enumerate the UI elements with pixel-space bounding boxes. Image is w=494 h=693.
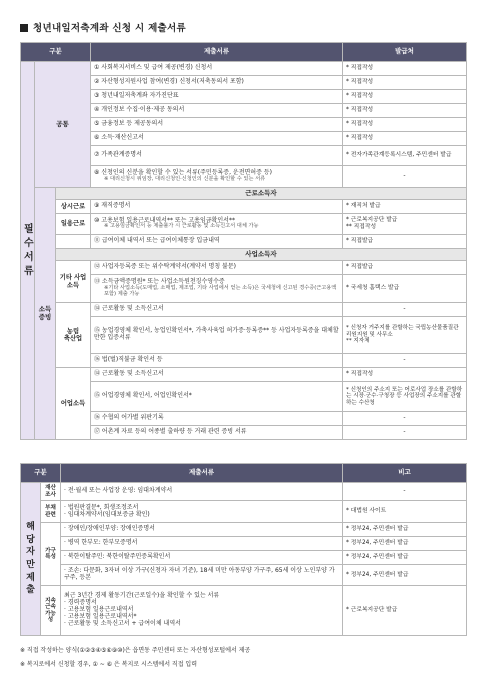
- issuer-cell: * 직접작성: [343, 132, 467, 146]
- continued-work-label: 지속근속가능성: [41, 586, 61, 636]
- doc-row: ⑩ 고용보험 일용근로내역서** 또는 고용임금확인서** ※ 고용임금확인서 등 제출불가 시 근로활동 및 소득신고서 대체 가능: [91, 214, 343, 235]
- doc-row: ⑰ 어촌계 자료 등의 어종별 출하량 등 거래 관련 증빙 서류: [91, 426, 343, 440]
- common-label: 공통: [35, 62, 91, 188]
- mandatory-documents-table: [20, 42, 467, 440]
- document-title: 청년내일저축계좌 신청 시 제출서류: [20, 24, 186, 35]
- issuer-cell: * 전자가족관계등록시스템, 주민센터 발급: [343, 146, 467, 166]
- square-bullet-icon: [20, 24, 28, 32]
- doc-row: ⑭ 근로활동 및 소득신고서: [91, 368, 343, 382]
- doc-row: · 전·월세 또는 사업장 운영: 임대차계약서: [61, 483, 343, 501]
- doc-row: 최근 3년간 경제 활동기간(근로일수)을 확인할 수 있는 서류 · 경력증명서 · 고용보험 일용근로내역서 · 고용보험 일용근로내역서* · 근로활동 및 소득신고서 + 급여이체 내역서: [61, 586, 343, 636]
- doc-note: ※ 대리신청시 위임장, 대리신청인·신청인의 신분을 확인할 수 있는 서류: [104, 175, 266, 182]
- issuer-cell: * 신청자 거주지를 관할하는 국립농산물품질관리원지원 및 사무소 ** 지자체: [343, 317, 467, 354]
- doc-row: · 법원판결문*, 회생조정조서 · 임대차계약서(임대보증금 확인): [61, 501, 343, 523]
- doc-row: ⑦ 가족관계증명서: [91, 146, 343, 166]
- issuer-cell: -: [343, 303, 467, 317]
- doc-row: ⑬ 소득금액증명원* 또는 사업소득원천징수영수증 ※기타 사업소득(도매업, 소매업, 제조업, 기타 사업에서 얻는 소득)은 국세청에 신고된 경수증(근고용액 포함) 제출 가능: [91, 275, 343, 303]
- income-proof-label: 소득 증빙: [35, 188, 56, 440]
- employee-section-header: 근로소득자: [56, 188, 467, 200]
- regular-work-label: 상시근로: [56, 200, 91, 214]
- doc-row: · 병역 한부모: 한부모증명서: [61, 537, 343, 551]
- header-note: 비고: [343, 464, 467, 483]
- mandatory-label: 필 수 서 류: [21, 62, 35, 440]
- issuer-cell: * 국세청 홈택스 발급: [343, 275, 467, 303]
- business-section-header: 사업소득자: [56, 249, 467, 261]
- other-business-label: 기타 사업 소득: [56, 261, 91, 303]
- issuer-cell: -: [343, 354, 467, 368]
- footer-note-2: ※ 복지로에서 신청할 경우, ① ~ ⑥ 은 복지로 시스템에서 직접 입력: [20, 661, 198, 668]
- issuer-cell: * 직접발급: [343, 261, 467, 275]
- debt-label: 부채관련: [41, 501, 61, 523]
- doc-row: ⑮ 어업경영체 확인서, 어업인확인서*: [91, 382, 343, 412]
- header-category: 구분: [21, 43, 91, 62]
- issuer-cell: * 재직처 발급: [343, 200, 467, 214]
- doc-row: ⑥ 소득·재산신고서: [91, 132, 343, 146]
- issuer-cell: * 직접작성: [343, 62, 467, 76]
- doc-row: · 북한이탈주민: 북한이탈주민증록확인서: [61, 551, 343, 565]
- doc-row: ⑮ 농업경영체 확인서, 농업인확인서*, 가축사육업 허가증·등록증** 등 사업자등록증을 대체할만한 입증서류: [91, 317, 343, 354]
- household-type-label: 가구특성: [41, 523, 61, 586]
- issuer-cell: * 직접작성: [343, 76, 467, 90]
- doc-row: ⑧ 신청인의 신분을 확인할 수 있는 서류(주민등록증, 운전면허증 등) ※ 대리신청시 위임장, 대리신청인·신청인의 신분을 확인할 수 있는 서류: [91, 166, 343, 188]
- doc-row: ⑪ 급여이체 내역서 또는 급여이체통장 입금내역: [91, 235, 343, 249]
- issuer-cell: * 근로복지공단 발급 ** 직접작성: [343, 214, 467, 235]
- doc-row: ① 사회복지서비스 및 급여 제공(변경) 신청서: [91, 62, 343, 76]
- doc-row: ⑭ 근로활동 및 소득신고서: [91, 303, 343, 317]
- header-category: 구분: [21, 464, 61, 483]
- doc-row: ⑯ 법(벌)직불금 확인서 등: [91, 354, 343, 368]
- applicable-only-label: 해 당 자만 제 출: [21, 483, 41, 636]
- header-issuer: 발급처: [343, 43, 467, 62]
- doc-row: ⑨ 재직증명서: [91, 200, 343, 214]
- note-cell: * 정부24, 주민센터 발급: [343, 551, 467, 565]
- issuer-cell: -: [343, 426, 467, 440]
- issuer-cell: * 직접작성: [343, 90, 467, 104]
- issuer-cell: * 신청인의 주소지 또는 어로사업 장소를 관할하는 시장·군수·구청장 등 사업장의 주소지를 관할하는 수산청: [343, 382, 467, 412]
- doc-row: ⑫ 사업자등록증 또는 위수탁계약서(계약서 명칭 불문): [91, 261, 343, 275]
- note-cell: * 정부24, 주민센터 발급: [343, 565, 467, 586]
- doc-row: ④ 개인정보 수집·이용·제공 동의서: [91, 104, 343, 118]
- issuer-cell: * 직접작성: [343, 104, 467, 118]
- note-cell: * 대법원 사이트: [343, 501, 467, 523]
- note-cell: * 정부24, 주민센터 발급: [343, 523, 467, 537]
- doc-note: ※기타 사업소득(도매업, 소매업, 제조업, 기타 사업에서 얻는 소득)은 국세청에 신고된 경수증(근고용액 포함) 제출 가능: [104, 284, 337, 297]
- doc-note: ※ 고용임금확인서 등 제출불가 시 근로활동 및 소득신고서 대체 가능: [104, 223, 259, 230]
- note-cell: * 정부24, 주민센터 발급: [343, 537, 467, 551]
- note-cell: * 근로복지공단 발급: [343, 586, 467, 636]
- note-cell: -: [343, 483, 467, 501]
- doc-row: ⑯ 수협의 어가별 위판기록: [91, 412, 343, 426]
- doc-row: · 장애인/장애인부양: 장애인증명서: [61, 523, 343, 537]
- doc-row: ⑤ 금융정보 등 제공동의서: [91, 118, 343, 132]
- doc-row: ② 자산형성지원사업 참여(변경) 신청서(저축동의서 포함): [91, 76, 343, 90]
- issuer-cell: -: [343, 412, 467, 426]
- issuer-cell: * 직접작성: [343, 118, 467, 132]
- issuer-cell: -: [343, 166, 467, 188]
- daily-work-label: 일용근로: [56, 214, 91, 235]
- farming-label: 농림 축산업: [56, 303, 91, 368]
- conditional-documents-table: [20, 463, 467, 636]
- doc-row: · 조손: 다문화, 3자녀 이상 가구(신청자 자녀 기준), 18세 미만 아동부양 가구주, 65세 이상 노인부양 가구주, 등본: [61, 565, 343, 586]
- footer-note-1: ※ 직접 작성하는 양식(①②③④⑤⑥⑨⑩)은 읍면동 주민센터 또는 자산형성포털에서 제공: [20, 647, 251, 654]
- header-documents: 제출서류: [61, 464, 343, 483]
- issuer-cell: * 직접작성: [343, 368, 467, 382]
- asset-survey-label: 재산조사: [41, 483, 61, 501]
- header-documents: 제출서류: [91, 43, 343, 62]
- doc-row: ③ 청년내일저축계좌 자가진단표: [91, 90, 343, 104]
- issuer-cell: * 직접발급: [343, 235, 467, 249]
- fishery-label: 어업소득: [56, 368, 91, 440]
